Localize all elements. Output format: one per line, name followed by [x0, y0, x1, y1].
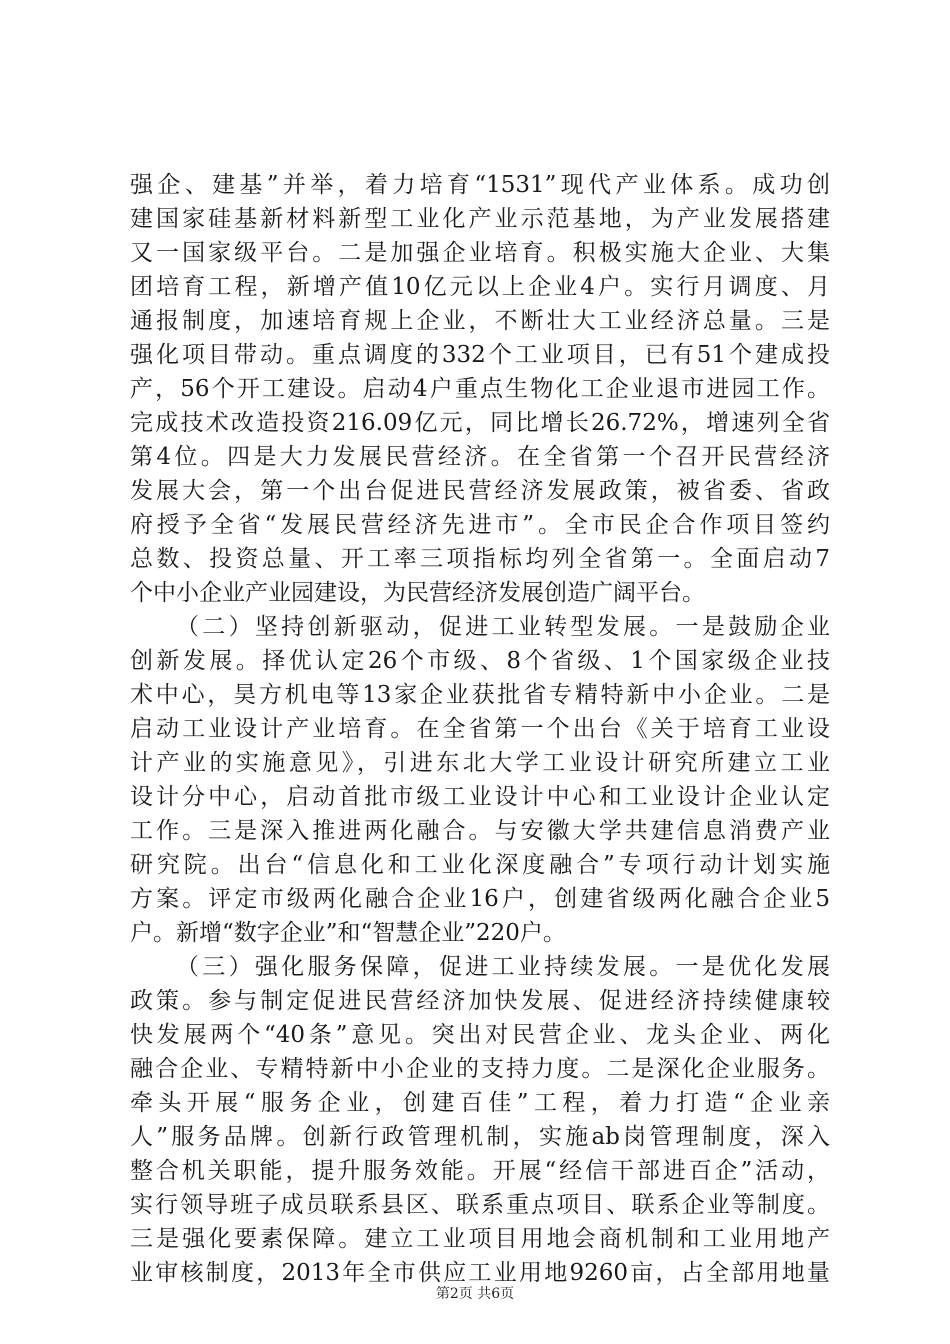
text-line: 融合企业、专精特新中小企业的支持力度。二是深化企业服务。: [130, 1056, 830, 1082]
section-heading-line: （三）强化服务保障，促进工业持续发展。一是优化发展: [176, 954, 830, 980]
text-line: 团培育工程，新增产值10亿元以上企业4户。实行月调度、月: [130, 274, 830, 300]
text-line: 三是强化要素保障。建立工业项目用地会商机制和工业用地产: [130, 1226, 830, 1252]
text-line: 快发展两个“40条”意见。突出对民营企业、龙头企业、两化: [130, 1022, 830, 1048]
text-line: 府授予全省“发展民营经济先进市”。全市民企合作项目签约: [130, 512, 830, 538]
text-line: 启动工业设计产业培育。在全省第一个出台《关于培育工业设: [130, 716, 830, 742]
text-line: 业审核制度，2013年全市供应工业用地9260亩，占全部用地量: [130, 1260, 830, 1286]
text-line: 又一国家级平台。二是加强企业培育。积极实施大企业、大集: [130, 240, 830, 266]
text-line: 术中心，昊方机电等13家企业获批省专精特新中小企业。二是: [130, 682, 830, 708]
text-line: 整合机关职能，提升服务效能。开展“经信干部进百企”活动，: [130, 1158, 830, 1184]
text-line: 总数、投资总量、开工率三项指标均列全省第一。全面启动7: [130, 546, 830, 572]
text-line: 第4位。四是大力发展民营经济。在全省第一个召开民营经济: [130, 444, 830, 470]
text-line: 通报制度，加速培育规上企业，不断壮大工业经济总量。三是: [130, 308, 830, 334]
text-line: 户。新增“数字企业”和“智慧企业”220户。: [130, 920, 566, 946]
text-line: 政策。参与制定促进民营经济加快发展、促进经济持续健康较: [130, 988, 830, 1014]
text-line: 研究院。出台“信息化和工业化深度融合”专项行动计划实施: [130, 852, 830, 878]
text-line: 实行领导班子成员联系县区、联系重点项目、联系企业等制度。: [130, 1192, 830, 1218]
text-line: 发展大会，第一个出台促进民营经济发展政策，被省委、省政: [130, 478, 830, 504]
text-line: 个中小企业产业园建设，为民营经济发展创造广阔平台。: [130, 580, 705, 606]
text-line: 强化项目带动。重点调度的332个工业项目，已有51个建成投: [130, 342, 830, 368]
text-line: 设计分中心，启动首批市级工业设计中心和工业设计企业认定: [130, 784, 830, 810]
text-line: 创新发展。择优认定26个市级、8个省级、1个国家级企业技: [130, 648, 830, 674]
section-heading-line: （二）坚持创新驱动，促进工业转型发展。一是鼓励企业: [176, 614, 830, 640]
text-line: 完成技术改造投资216.09亿元，同比增长26.72%，增速列全省: [130, 410, 830, 436]
text-line: 产，56个开工建设。启动4户重点生物化工企业退市进园工作。: [130, 376, 830, 402]
text-line: 工作。三是深入推进两化融合。与安徽大学共建信息消费产业: [130, 818, 830, 844]
text-line: 计产业的实施意见》，引进东北大学工业设计研究所建立工业: [130, 750, 830, 776]
text-line: 方案。评定市级两化融合企业16户，创建省级两化融合企业5: [130, 886, 830, 912]
text-line: 人”服务品牌。创新行政管理机制，实施ab岗管理制度，深入: [130, 1124, 830, 1150]
text-line: 牵头开展“服务企业，创建百佳”工程，着力打造“企业亲: [130, 1090, 830, 1116]
text-line: 强企、建基”并举，着力培育“1531”现代产业体系。成功创: [130, 172, 830, 198]
text-line: 建国家硅基新材料新型工业化产业示范基地，为产业发展搭建: [130, 206, 830, 232]
body-text: [130, 168, 830, 1290]
page-number: 第2页 共6页: [435, 1286, 515, 1302]
